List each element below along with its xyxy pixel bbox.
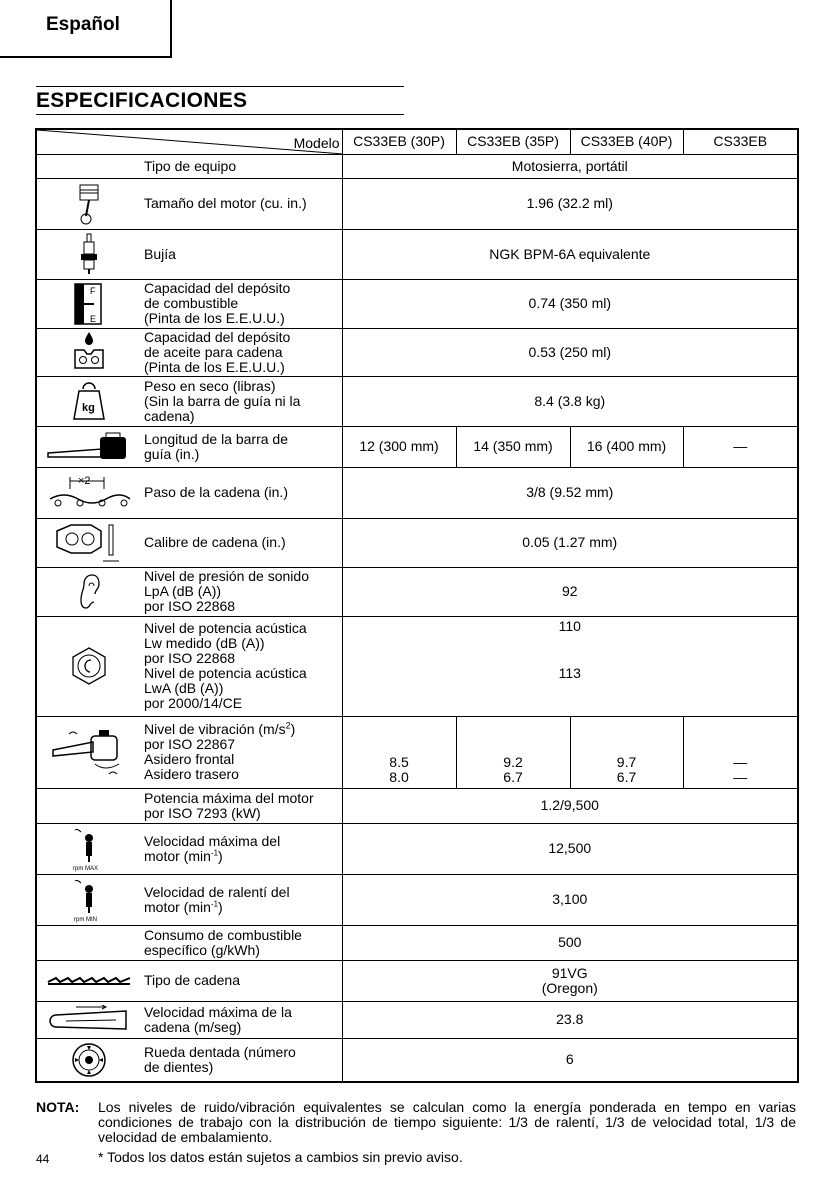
page-number: 44 [36,1152,50,1166]
chainsaw-bar-icon [44,429,134,465]
model-header-cell [36,129,342,154]
table-row [36,279,798,328]
ear-icon [76,572,102,612]
row-label-combustible: Capacidad del depósito de combustible (Pinta de los E.E.U.U.) [140,279,342,328]
weight-icon [71,379,107,423]
row-value-rueda: 6 [342,1038,798,1082]
table-row [36,616,798,716]
row-value-vel-max: 12,500 [342,823,798,874]
model-base: CS33EB [683,129,798,154]
table-row [36,229,798,279]
table-row [36,178,798,229]
footnote: * Todos los datos están sujetos a cambios sin previo aviso. [98,1149,463,1165]
table-row [36,426,798,467]
weight-icon-kg: kg [81,402,95,414]
row-value-paso: 3/8 (9.52 mm) [342,467,798,518]
row-label-potencia-max: Potencia máxima del motor por ISO 7293 (kW) [140,788,342,823]
table-row [36,567,798,616]
chain-pitch-multiplier: ×2 [77,474,91,487]
spark-plug-icon [77,232,101,276]
table-row [36,518,798,567]
table-row [36,1038,798,1082]
chain-speed-icon [46,1005,132,1035]
piston-icon [72,182,106,226]
row-label-vel-max: Velocidad máxima del motor $(\min^{-1})$ [140,823,342,874]
row-value-vibracion-30p: 8.5 8.0 [342,716,456,788]
row-value-barra-30p: 12 (300 mm) [342,426,456,467]
row-value-sonido: 92 [342,567,798,616]
table-row [36,1001,798,1038]
fuel-gauge-f: F [89,285,95,296]
table-row [36,823,798,874]
chain-oil-icon [70,330,108,374]
row-value-vel-cadena: 23.8 [342,1001,798,1038]
row-value-aceite: 0.53 (250 ml) [342,328,798,376]
table-row [36,467,798,518]
table-row [36,960,798,1001]
title-rule-bottom [36,114,404,115]
row-value-peso: 8.4 (3.8 kg) [342,376,798,426]
language-tab [0,0,172,58]
row-value-calibre: 0.05 (1.27 mm) [342,518,798,567]
note-title: NOTA: [36,1099,80,1115]
row-label-barra: Longitud de la barra de guía (in.) [140,426,342,467]
rpm-min-caption: rpm MIN [73,916,97,923]
row-label-consumo: Consumo de combustible específico (g/kWh) [140,925,342,960]
row-value-bujia: NGK BPM-6A equivalente [342,229,798,279]
sprocket-icon [70,1041,108,1079]
row-label-tipo: Tipo de equipo [140,154,342,178]
row-label-vibracion: Nivel de vibración $(m/s^2)$ por ISO 22867 Asidero frontal Asidero trasero [140,716,342,788]
row-value-barra-35p: 14 (350 mm) [456,426,570,467]
row-value-vibracion-40p: 9.7 6.7 [570,716,683,788]
row-label-potencia-acustica: Nivel de potencia acústica Lw medido (dB (A)) por ISO 22868 Nivel de potencia acústica LwA (dB (A)) por 2000/14/CE [140,616,342,716]
row-label-tipo-cadena: Tipo de cadena [140,960,342,1001]
table-row [36,788,798,823]
model-30p: CS33EB (30P) [342,129,456,154]
row-label-paso: Paso de la cadena (in.) [140,467,342,518]
row-label-motor: Tamaño del motor (cu. in.) [140,178,342,229]
row-label-rueda: Rueda dentada (número de dientes) [140,1038,342,1082]
title-rule-top [36,86,404,87]
note-block [36,1100,796,1145]
table-row [36,154,798,178]
table-row [36,376,798,426]
row-value-consumo: 500 [342,925,798,960]
vibration-icon [49,724,129,780]
rpm-max-icon [69,826,109,872]
row-value-combustible: 0.74 (350 ml) [342,279,798,328]
row-value-motor: 1.96 (32.2 ml) [342,178,798,229]
section-title: ESPECIFICACIONES [36,89,248,112]
row-label-bujia: Bujía [140,229,342,279]
row-value-ralenti: 3,100 [342,874,798,925]
fuel-gauge-icon [72,282,106,326]
fuel-gauge-e: E [89,313,96,324]
table-row [36,328,798,376]
row-label-peso: Peso en seco (libras) (Sin la barra de guía ni la cadena) [140,376,342,426]
rpm-max-caption: rpm MAX [72,865,98,872]
chain-pitch-icon [44,473,134,513]
row-label-calibre: Calibre de cadena (in.) [140,518,342,567]
row-value-barra-40p: 16 (400 mm) [570,426,683,467]
saw-chain-icon [46,973,132,989]
language-tab-label: Español [46,14,120,35]
row-label-sonido: Nivel de presión de sonido LpA (dB (A)) por ISO 22868 [140,567,342,616]
table-row [36,716,798,788]
row-label-aceite: Capacidad del depósito de aceite para cadena (Pinta de los E.E.U.U.) [140,328,342,376]
row-value-potencia-acustica [342,616,798,716]
lwa-value: 113 [558,664,581,681]
table-row [36,874,798,925]
row-value-potencia-max: 1.2/9,500 [342,788,798,823]
row-value-vibracion-35p: 9.2 6.7 [456,716,570,788]
row-value-tipo-cadena: 91VG (Oregon) [342,960,798,1001]
row-label-vel-cadena: Velocidad máxima de la cadena (m/seg) [140,1001,342,1038]
rpm-min-icon [69,877,109,923]
sound-power-icon [71,646,107,686]
row-value-tipo: Motosierra, portátil [342,154,798,178]
row-label-ralenti: Velocidad de ralentí del motor $(\min^{-1})$ [140,874,342,925]
row-value-vibracion-base: — — [683,716,798,788]
model-label: Modelo [293,135,340,152]
specifications-table [35,128,799,1083]
row-value-barra-base: — [683,426,798,467]
table-header-row [36,129,798,154]
model-40p: CS33EB (40P) [570,129,683,154]
note-text: Los niveles de ruido/vibración equivalentes se calculan como la energía ponderada en tempo en varias condiciones de trabajo con la distribución de tiempo siguiente: 1/3 de ralentí, 1/3 de velocidad total, 1/3 de velocidad de embalamiento. [98,1099,796,1145]
table-row [36,925,798,960]
lw-measured-value: 110 [558,617,581,634]
chain-gauge-icon [51,521,127,565]
model-35p: CS33EB (35P) [456,129,570,154]
